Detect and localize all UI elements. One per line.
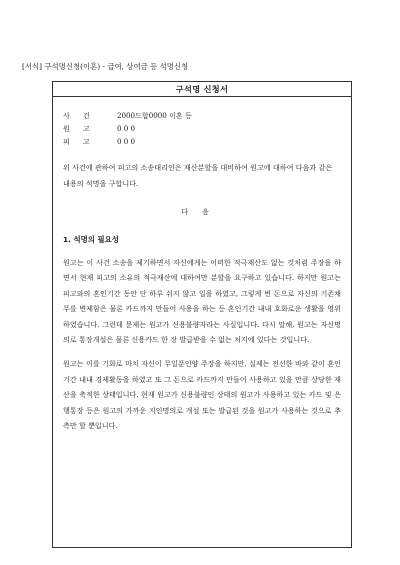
party-row-plaintiff bbox=[63, 122, 341, 135]
document-frame bbox=[52, 81, 352, 548]
center-heading: 다음 bbox=[181, 207, 223, 216]
party-label: 피고 bbox=[63, 137, 103, 146]
document-body bbox=[63, 109, 341, 433]
party-value: 0 0 0 bbox=[117, 124, 136, 133]
party-row-defendant bbox=[63, 135, 341, 148]
body-paragraph: 원고는 이 사건 소송을 제기하면서 자신에게는 어떠한 적극재산도 없는 것처럼 주장을 하면서 현재 피고의 소유의 적극재산에 대하여만 분할을 요구하고 있습니다. 하지만 원고는 피고와의 혼인기간 동안 단 하루 쉬지 않고 일을 하였고, 그렇게 번 돈으로 자신의 기존채무를 변제함은 물론 카드까지 만들어 사용을 하는 등 혼인기간 내내 호화로운 생활을 영위하였습니다. 그런데 문제는 원고가 신용불량자라는 사실입니다. 다시 말해, 원고는 자신명의로 통장개설은 물론 신용카드 한 장 발급받을 수 없는 처지에 있다는 것입니다. bbox=[63, 258, 341, 345]
intro-paragraph: 위 사건에 관하여 피고의 소송대리인은 재산분할을 대비하여 원고에 대하여 다음과 같은 내용의 석명을 구합니다. bbox=[63, 163, 333, 188]
party-row-case bbox=[63, 109, 341, 122]
party-value: 0 0 0 bbox=[117, 137, 136, 146]
section-heading: 1. 석명의 필요성 bbox=[63, 235, 119, 244]
document-title: 구석명 신청서 bbox=[53, 82, 351, 97]
party-label: 사건 bbox=[63, 111, 103, 120]
form-caption: [서식] 구석명신청(이혼) - 급여, 상여금 등 석명신청 bbox=[22, 62, 189, 71]
party-value: 2000드합0000 이혼 등 bbox=[117, 111, 192, 120]
party-label: 원고 bbox=[63, 124, 103, 133]
body-paragraph: 원고는 이를 기화로 마치 자신이 무일푼인양 주장을 하지만, 실제는 전선한 바와 같이 혼인기간 내내 경제활동을 하였고 또 그 돈으로 카드까지 만들어 사용하고 있을 만큼 상당한 재산을 축적한 상태입니다. 현재 원고가 신용불량인 상태의 원고가 사용하고 있는 카드 및 은행통장 등은 원고의 가까운 지인명의로 개설 또는 발급된 것을 원고가 사용하는 것으로 추측만 할 뿐입니다. bbox=[63, 359, 341, 431]
